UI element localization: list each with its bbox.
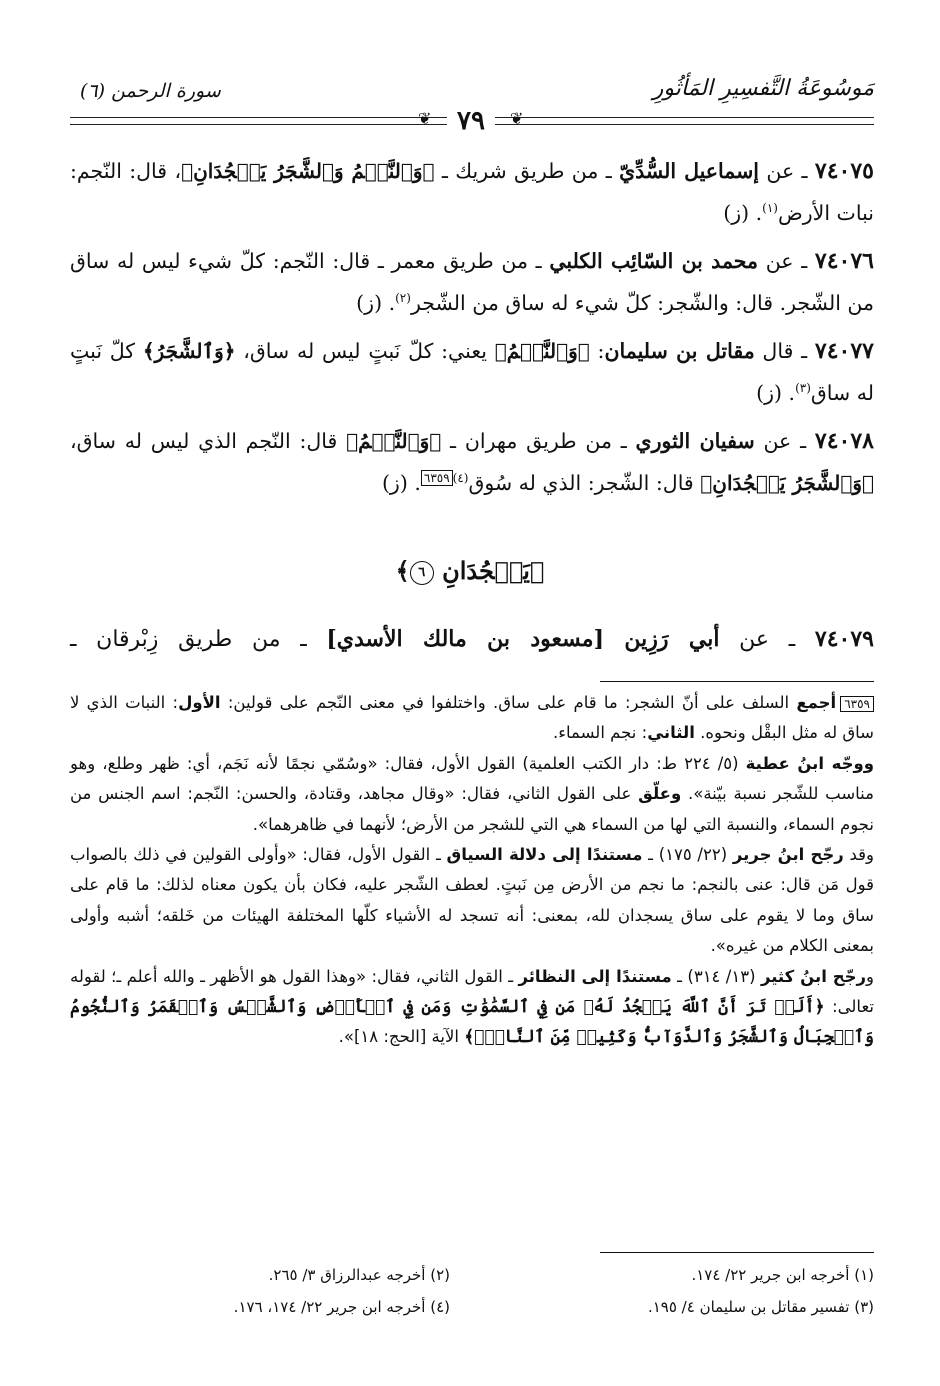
- commentary-notes: [70, 688, 874, 1053]
- footnotes-divider: [600, 1252, 874, 1253]
- narrator-name: أبي رَزِين [مسعود بن مالك الأسدي]: [326, 626, 720, 652]
- ornament-icon: ❦: [418, 109, 432, 128]
- entries: [70, 150, 874, 510]
- commentary-number-box: ٦٣٥٩: [840, 696, 874, 712]
- verse-text: ﴿يَسۡجُدَانِ: [442, 556, 545, 585]
- narrator-name: سفيان الثوري: [635, 429, 755, 453]
- footnote-marker: (٤): [452, 471, 469, 486]
- quran-quote: ﴿وَٱلشَّجَرُ﴾: [142, 339, 236, 363]
- entry-74075: ٧٤٠٧٥ ـ عن إسماعيل السُّدِّيّ ـ من طريق شريك ـ ﴿وَٱلنَّجۡمُ وَٱلشَّجَرُ يَسۡجُدَانِ﴾، قال: النّجم: نبات الأرض$^{(١)}$. (ز): [70, 158, 874, 225]
- narrator-name: محمد بن السّائِب الكلبي: [549, 249, 759, 273]
- notes-divider: [600, 681, 874, 682]
- verse-number-icon: ٦: [410, 561, 434, 585]
- footnote-marker: (١): [762, 201, 778, 216]
- note-paragraph: وقد رجّح ابنُ جرير (٢٢/ ١٧٥) ـ مستندًا إلى دلالة السياق ـ القول الأول، فقال: «وأولى القولين في ذلك بالصواب قول مَن قال: عنى بالنجم: ما نجم من الأرض مِن نَبتٍ. لعطف الشّجر عليه، فكان بأن يكون معناه لذلك: ما قام على ساق وما لا يقوم على ساق يسجدان لله، بمعنى: أنه تسجد له الأشياء كلّها المختلفة الهيئات من خَلقه؛ أشبه وأولى بمعنى الكلام من غيره».: [70, 845, 875, 956]
- note-paragraph: ووجّه ابنُ عطية (٥/ ٢٢٤ ط: دار الكتب العلمية) القول الأول، فقال: «وسُمّي نجمًا لأنه نَجَم، أي: ظهر وطلع، وهو مناسب للشّجر نسبة بيّنة». وعلّق على القول الثاني، فقال: «وقال مجاهد، وقتادة، والحسن: النّجم: اسم الجنس من نجوم السماء، والنسبة التي لها من السماء هي التي للشجر من الأرض؛ لأنهما في ظاهرهما».: [70, 753, 874, 834]
- footnote-4: (٤) أخرجه ابن جرير ٢٢/ ١٧٤، ١٧٦.: [233, 1298, 450, 1316]
- entry-74079: ٧٤٠٧٩ ـ عن أبي رَزِين [مسعود بن مالك الأسدي] ـ من طريق زِبْرقان ـ: [70, 626, 874, 652]
- book-title: مَوسُوعَةُ التَّفسِيرِ المَأثُورِ: [652, 76, 874, 101]
- entry-74077: ٧٤٠٧٧ ـ قال مقاتل بن سليمان: ﴿وَٱلنَّجۡمُ﴾ يعني: كلّ نَبتٍ ليس له ساق، ﴿وَٱلشَّجَرُ﴾ كلّ نَبتٍ له ساق$^{(٣)}$. (ز): [70, 338, 874, 405]
- quran-quote: ﴿وَٱلنَّجۡمُ﴾: [494, 339, 590, 363]
- footnote-marker: (٣): [795, 381, 811, 396]
- footnote-1: (١) أخرجه ابن جرير ٢٢/ ١٧٤.: [691, 1266, 874, 1284]
- entry-74076: ٧٤٠٧٦ ـ عن محمد بن السّائِب الكلبي ـ من طريق معمر ـ قال: النّجم: كلّ شيء ليس له ساق من الشّجر. قال: والشّجر: كلّ شيء له ساق من الشّجر$^{(٢)}$. (ز): [70, 248, 874, 315]
- narrator-name: مقاتل بن سليمان: [604, 339, 755, 363]
- narrator-name: إسماعيل السُّدِّيّ: [619, 159, 759, 183]
- footnote-2: (٢) أخرجه عبدالرزاق ٣/ ٢٦٥.: [268, 1266, 450, 1284]
- surah-title: سورة الرحمن (٦): [80, 80, 221, 102]
- commentary-ref-box: ٦٣٥٩: [421, 470, 453, 486]
- quran-quote: ﴿وَٱلنَّجۡمُ وَٱلشَّجَرُ يَسۡجُدَانِ﴾: [181, 159, 435, 183]
- note-paragraph: ٦٣٥٩أجمع السلف على أنّ الشجر: ما قام على ساق. واختلفوا في معنى النّجم على قولين: الأول: النبات الذي لا ساق له مثل البقْل ونحوه. الثاني: نجم السماء.: [70, 693, 874, 743]
- entry-number: ٧٤٠٧٨: [814, 428, 874, 454]
- page-number: ٧٩: [447, 106, 495, 136]
- entry-number: ٧٤٠٧٩: [814, 626, 874, 652]
- entry-number: ٧٤٠٧٥: [814, 158, 874, 184]
- entry-number: ٧٤٠٧٧: [814, 338, 874, 364]
- verse-header: ﴿يَسۡجُدَانِ ٦﴾: [395, 556, 545, 585]
- ornament-icon: ❦: [510, 109, 524, 128]
- quran-quote: ﴿وَٱلنَّجۡمُ﴾: [346, 429, 442, 453]
- quran-quote: ﴿وَٱلشَّجَرُ يَسۡجُدَانِ﴾: [700, 471, 874, 495]
- footnote-3: (٣) تفسير مقاتل بن سليمان ٤/ ١٩٥.: [647, 1298, 874, 1316]
- entry-number: ٧٤٠٧٦: [814, 248, 874, 274]
- footnote-marker: (٢): [395, 291, 411, 306]
- entry-74078: ٧٤٠٧٨ ـ عن سفيان الثوري ـ من طريق مهران ـ ﴿وَٱلنَّجۡمُ﴾ قال: النّجم الذي ليس له ساق، ﴿وَٱلشَّجَرُ يَسۡجُدَانِ﴾ قال: الشّجر: الذي له سُوق$^{(٤)}$٦٣٥٩. (ز): [70, 428, 874, 495]
- quran-quote: ﴿أَلَمۡ تَرَ أَنَّ ٱللَّهَ يَسۡجُدُ لَهُۥ مَن فِي ٱلسَّمَٰوَٰتِ وَمَن فِي ٱلۡأَرۡضِ وَٱلشَّمۡسُ وَٱلۡقَمَرُ وَٱلنُّجُومُ وَٱلۡجِبَالُ وَٱلشَّجَرُ وَٱلدَّوَآبُّ وَكَثِيرٞ مِّنَ ٱلنَّاسِۖ﴾: [70, 997, 874, 1048]
- note-paragraph: ورجّح ابنُ كثير (١٣/ ٣١٤) ـ مستندًا إلى النظائر ـ القول الثاني، فقال: «وهذا القول هو الأظهر ـ والله أعلم ـ؛ لقوله تعالى: ﴿أَلَمۡ تَرَ أَنَّ ٱللَّهَ يَسۡجُدُ لَهُۥ مَن فِي ٱلسَّمَٰوَٰتِ وَمَن فِي ٱلۡأَرۡضِ وَٱلشَّمۡسُ وَٱلۡقَمَرُ وَٱلنُّجُومُ وَٱلۡجِبَالُ وَٱلشَّجَرُ وَٱلدَّوَآبُّ وَكَثِيرٞ مِّنَ ٱلنَّاسِۖ﴾ الآية [الحج: ١٨]».: [70, 966, 874, 1048]
